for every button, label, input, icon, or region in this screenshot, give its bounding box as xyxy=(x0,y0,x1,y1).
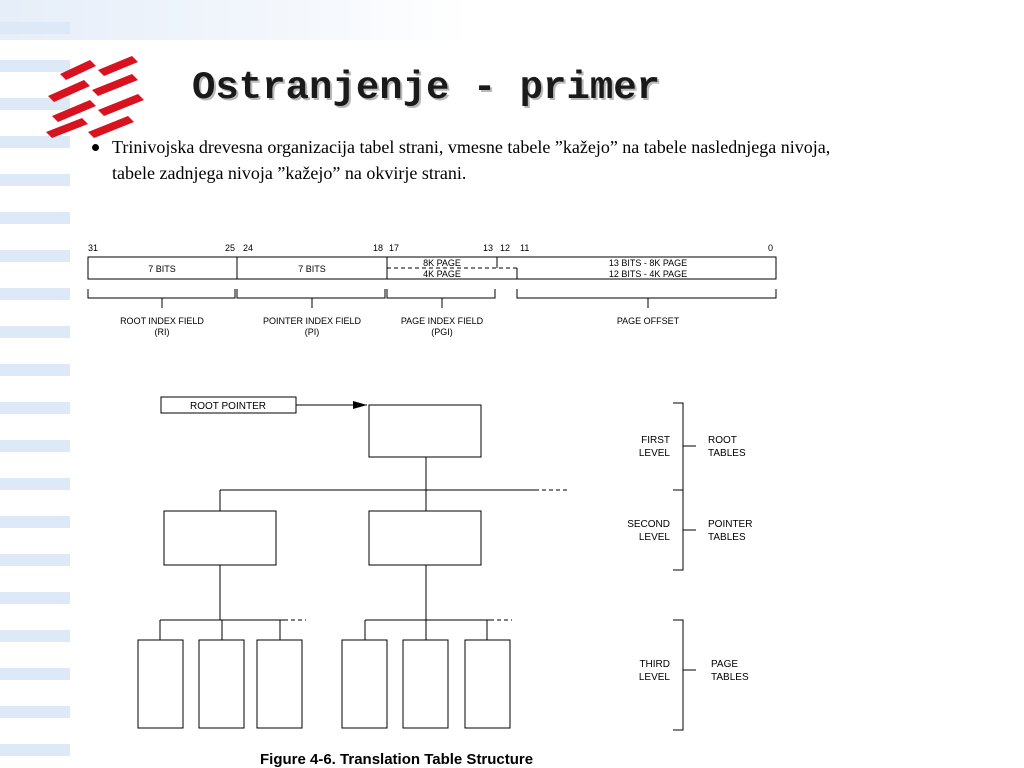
offset-4k-label: 12 BITS - 4K PAGE xyxy=(608,269,688,279)
page-table-box xyxy=(199,640,244,728)
side-stripe xyxy=(0,440,70,452)
bit-position-labels xyxy=(88,243,773,253)
page-table-box xyxy=(465,640,510,728)
page-offset-label: PAGE OFFSET xyxy=(616,316,680,326)
root-index-abbrev: (RI) xyxy=(154,327,170,337)
third-level-label: THIRD xyxy=(639,659,670,670)
page-table-box xyxy=(138,640,183,728)
bullet-text: Trinivojska drevesna organizacija tabel strani, vmesne tabele ”kažejo” na tabele naslednjega nivoja, tabele zadnjega nivoja ”kažejo” na okvirje strani. xyxy=(112,137,831,183)
bit-label-24: 24 xyxy=(243,243,254,253)
side-stripe xyxy=(0,364,70,376)
bit-label-13: 13 xyxy=(483,243,494,253)
pointer-tables-label: POINTER xyxy=(708,519,753,530)
page-table-box xyxy=(403,640,448,728)
bit-label-17: 17 xyxy=(389,243,400,253)
bullet-dot xyxy=(92,144,99,151)
page-table-box xyxy=(257,640,302,728)
side-stripe xyxy=(0,212,70,224)
field-brackets xyxy=(88,289,776,308)
first-level-label: FIRST xyxy=(641,435,670,446)
side-stripe xyxy=(0,744,70,756)
bit-label-11: 11 xyxy=(520,243,530,253)
root-tables-label: ROOT xyxy=(708,435,737,446)
side-stripe xyxy=(0,174,70,186)
side-stripe xyxy=(0,22,70,34)
tree-connectors xyxy=(160,457,568,640)
side-stripe xyxy=(0,592,70,604)
side-stripe xyxy=(0,326,70,338)
header-band xyxy=(0,0,470,40)
bit-label-25: 25 xyxy=(225,243,236,253)
bit-label-31: 31 xyxy=(88,243,99,253)
side-stripe xyxy=(0,554,70,566)
second-level-label: SECOND xyxy=(627,519,670,530)
bit-label-18: 18 xyxy=(373,243,384,253)
side-stripe xyxy=(0,630,70,642)
root-tables-label-line2: TABLES xyxy=(708,448,746,459)
translation-table-diagram xyxy=(80,240,800,768)
page-tables xyxy=(138,640,510,728)
slide-title: Ostranjenje - primer xyxy=(192,66,661,110)
side-stripe xyxy=(0,478,70,490)
bit-label-0: 0 xyxy=(768,243,774,253)
page-tables-label: PAGE xyxy=(711,659,739,670)
side-stripe xyxy=(0,250,70,262)
bit-label-12: 12 xyxy=(500,243,511,253)
pointer-tables-label-line2: TABLES xyxy=(708,532,746,543)
root-pointer-label: ROOT POINTER xyxy=(190,401,266,412)
logo-icon xyxy=(38,52,163,142)
page-table-box xyxy=(342,640,387,728)
side-stripe xyxy=(0,668,70,680)
first-level-label-line2: LEVEL xyxy=(638,448,670,459)
level-braces xyxy=(673,403,696,730)
page-index-field-label: PAGE INDEX FIELD xyxy=(400,316,484,326)
pointer-table-box xyxy=(369,511,481,565)
pointer-bits-label: 7 BITS xyxy=(298,264,326,274)
root-index-field-label: ROOT INDEX FIELD xyxy=(120,316,204,326)
figure-caption: Figure 4-6. Translation Table Structure xyxy=(260,751,534,768)
root-table-box xyxy=(369,405,481,457)
third-level-label-line2: LEVEL xyxy=(638,672,670,683)
side-stripe xyxy=(0,706,70,718)
page-4k-label: 4K PAGE xyxy=(423,269,461,279)
page-index-abbrev: (PGI) xyxy=(431,327,453,337)
second-level-label-line2: LEVEL xyxy=(638,532,670,543)
offset-8k-label: 13 BITS - 8K PAGE xyxy=(608,258,688,268)
pointer-index-field-label: POINTER INDEX FIELD xyxy=(262,316,362,326)
side-stripe xyxy=(0,402,70,414)
pointer-table-box xyxy=(164,511,276,565)
side-stripe xyxy=(0,288,70,300)
page-tables-label-line2: TABLES xyxy=(711,672,749,683)
side-stripe xyxy=(0,516,70,528)
page-8k-label: 8K PAGE xyxy=(423,258,461,268)
root-bits-label: 7 BITS xyxy=(148,264,176,274)
pointer-index-abbrev: (PI) xyxy=(304,327,320,337)
